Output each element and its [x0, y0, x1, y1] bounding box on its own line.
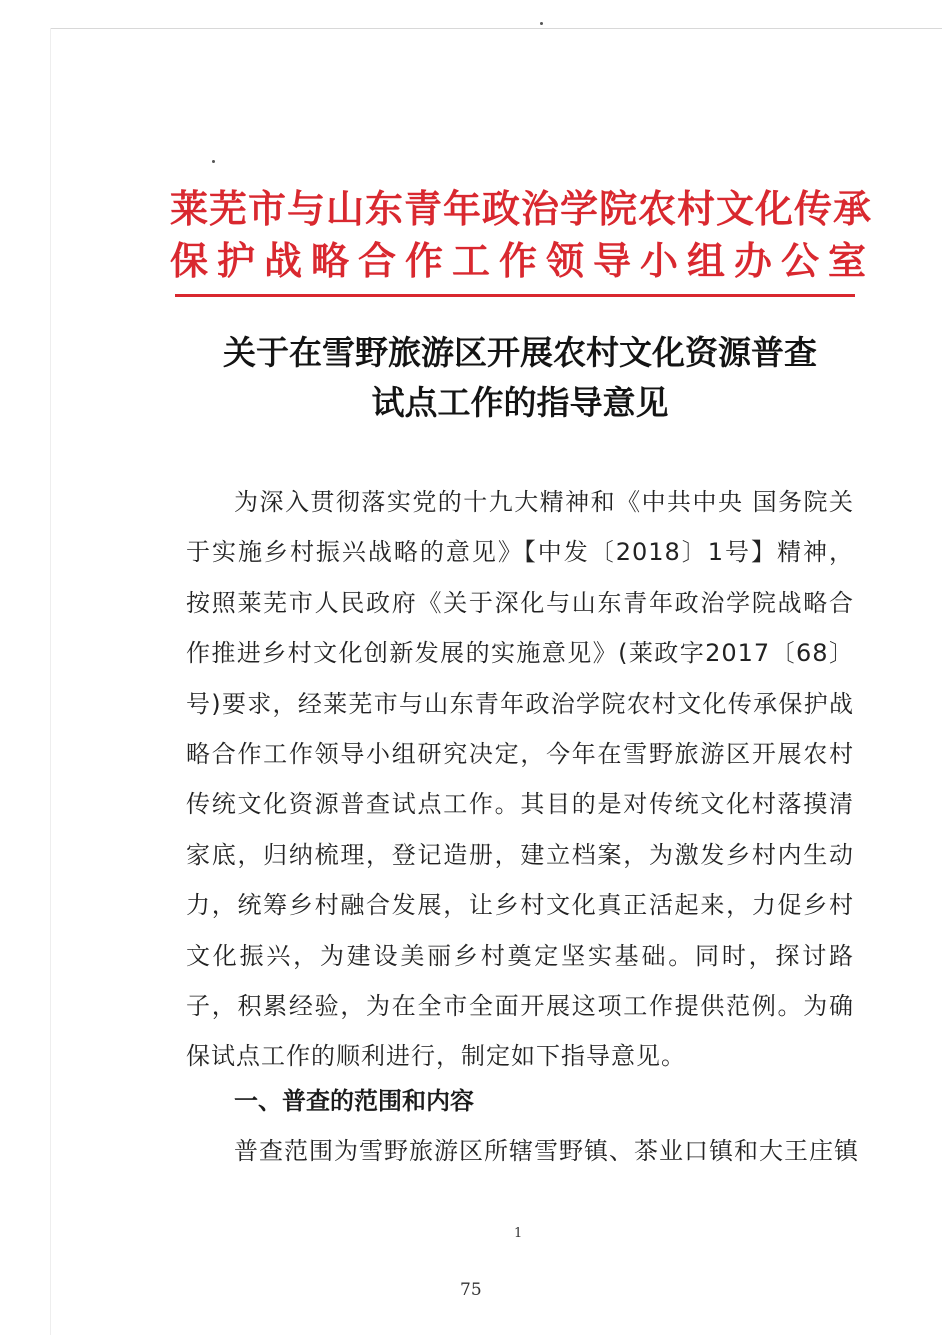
document-title — [120, 328, 920, 428]
inner-page-number: 1 — [514, 1226, 523, 1241]
page-edge-left — [50, 28, 51, 1335]
scan-speck — [540, 22, 543, 25]
document-title-line-1: 关于在雪野旅游区开展农村文化资源普查 — [223, 333, 817, 372]
letterhead — [170, 183, 876, 287]
section-body-text: 普查范围为雪野旅游区所辖雪野镇、茶业口镇和大王庄镇 — [234, 1137, 859, 1165]
document-title-line-2: 试点工作的指导意见 — [371, 383, 669, 422]
outer-page-number: 75 — [460, 1280, 482, 1300]
letterhead-line-1: 莱芜市与山东青年政治学院农村文化传承 — [170, 187, 873, 231]
letterhead-line-2: 保护战略合作工作领导小组办公室 — [170, 239, 876, 283]
page-edge — [50, 28, 942, 29]
scan-speck — [212, 160, 215, 163]
body-paragraph: 为深入贯彻落实党的十九大精神和《中共中央 国务院关于实施乡村振兴战略的意见》【中发〔2018〕1号】精神，按照莱芜市人民政府《关于深化与山东青年政治学院战略合作推进乡村文化创新发展的实施意见》(莱政字2017〔68〕号)要求，经莱芜市与山东青年政治学院农村文化传承保护战略合作工作领导小组研究决定，今年在雪野旅游区开展农村传统文化资源普查试点工作。其目的是对传统文化村落摸清家底，归纳梳理，登记造册，建立档案，为激发乡村内生动力，统筹乡村融合发展，让乡村文化真正活起来，力促乡村文化振兴，为建设美丽乡村奠定坚实基础。同时，探讨路子，积累经验，为在全市全面开展这项工作提供范例。为确保试点工作的顺利进行，制定如下指导意见。 — [186, 488, 854, 1071]
section-heading: 一、普查的范围和内容 — [234, 1087, 474, 1115]
letterhead-red-rule — [175, 294, 855, 297]
